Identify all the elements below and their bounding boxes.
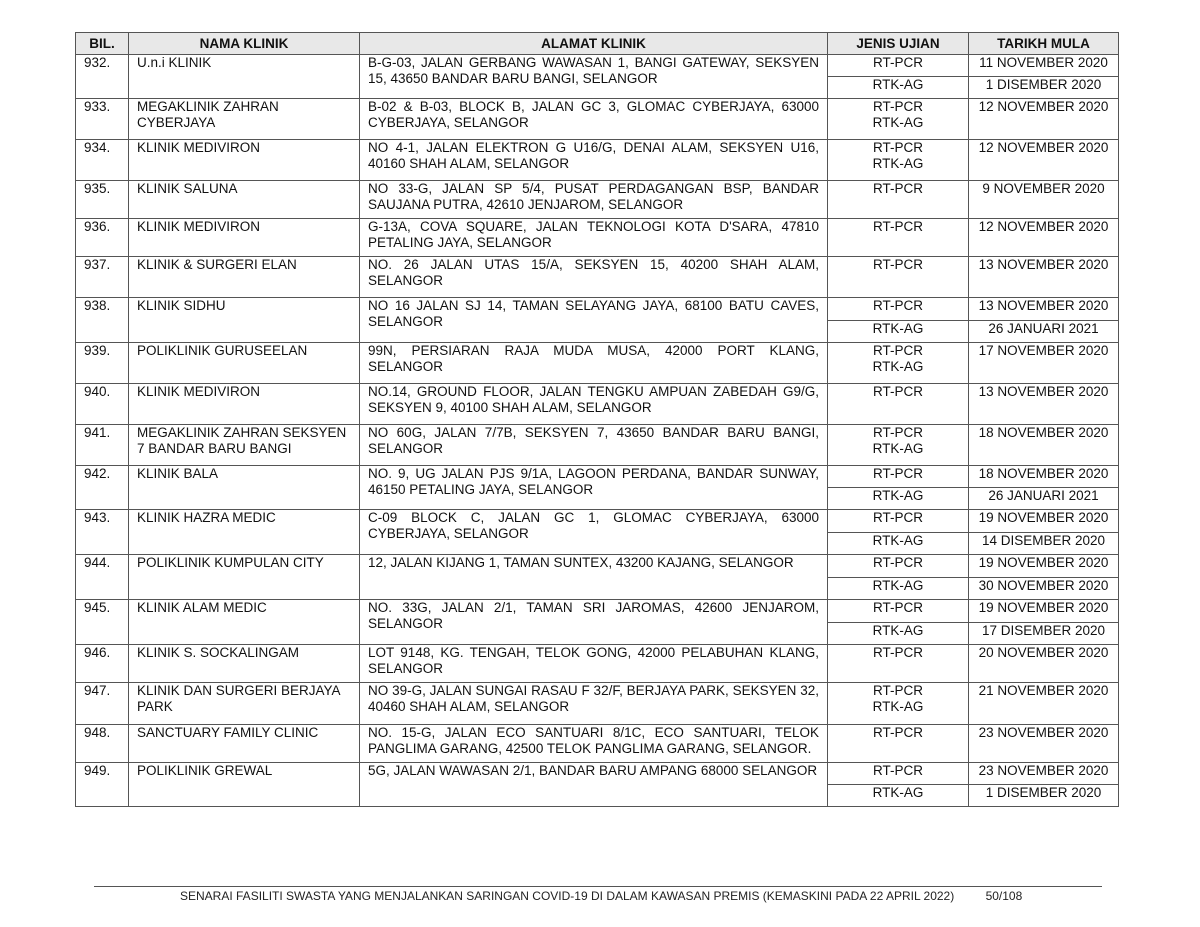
clinic-address: C-09 BLOCK C, JALAN GC 1, GLOMAC CYBERJAYA, 63000 CYBERJAYA, SELANGOR (360, 510, 828, 555)
table-row (76, 140, 1119, 181)
page-footer (180, 889, 1022, 903)
clinic-address: 12, JALAN KIJANG 1, TAMAN SUNTEX, 43200 KAJANG, SELANGOR (360, 555, 828, 600)
start-date: 18 NOVEMBER 2020 (969, 466, 1119, 488)
test-type: RTK-AG (828, 321, 969, 343)
start-date: 12 NOVEMBER 2020 (969, 140, 1119, 181)
table-row (76, 466, 1119, 488)
row-number: 946. (76, 645, 129, 683)
test-type: RT-PCR RTK-AG (828, 99, 969, 140)
clinic-address: NO. 26 JALAN UTAS 15/A, SEKSYEN 15, 40200 SHAH ALAM, SELANGOR (360, 257, 828, 298)
table-row (76, 298, 1119, 321)
clinic-name: MEGAKLINIK ZAHRAN SEKSYEN 7 BANDAR BARU BANGI (129, 425, 360, 466)
start-date: 19 NOVEMBER 2020 (969, 555, 1119, 578)
test-type: RTK-AG (828, 77, 969, 99)
clinic-name: KLINIK SIDHU (129, 298, 360, 343)
clinic-address: NO. 15-G, JALAN ECO SANTUARI 8/1C, ECO SANTUARI, TELOK PANGLIMA GARANG, 42500 TELOK PANGLIMA GARANG, SELANGOR. (360, 725, 828, 763)
clinic-address: NO 16 JALAN SJ 14, TAMAN SELAYANG JAYA, 68100 BATU CAVES, SELANGOR (360, 298, 828, 343)
clinic-name: POLIKLINIK GREWAL (129, 763, 360, 807)
header-nama-klinik: NAMA KLINIK (129, 33, 360, 55)
clinic-address: LOT 9148, KG. TENGAH, TELOK GONG, 42000 PELABUHAN KLANG, SELANGOR (360, 645, 828, 683)
row-number: 936. (76, 219, 129, 257)
row-number: 949. (76, 763, 129, 807)
test-type: RT-PCR (828, 55, 969, 77)
table-row (76, 683, 1119, 725)
clinic-name: KLINIK MEDIVIRON (129, 384, 360, 425)
clinic-name: U.n.i KLINIK (129, 55, 360, 99)
clinic-name: KLINIK DAN SURGERI BERJAYA PARK (129, 683, 360, 725)
table-row (76, 555, 1119, 578)
start-date: 1 DISEMBER 2020 (969, 785, 1119, 807)
clinic-address: 5G, JALAN WAWASAN 2/1, BANDAR BARU AMPANG 68000 SELANGOR (360, 763, 828, 807)
table-row (76, 384, 1119, 425)
table-row (76, 343, 1119, 384)
clinic-address: B-02 & B-03, BLOCK B, JALAN GC 3, GLOMAC CYBERJAYA, 63000 CYBERJAYA, SELANGOR (360, 99, 828, 140)
test-type: RT-PCR RTK-AG (828, 343, 969, 384)
test-type: RT-PCR (828, 384, 969, 425)
start-date: 13 NOVEMBER 2020 (969, 298, 1119, 321)
row-number: 935. (76, 181, 129, 219)
table-row (76, 99, 1119, 140)
test-type: RT-PCR (828, 600, 969, 623)
row-number: 941. (76, 425, 129, 466)
start-date: 13 NOVEMBER 2020 (969, 384, 1119, 425)
test-type: RT-PCR RTK-AG (828, 425, 969, 466)
table-row (76, 425, 1119, 466)
clinic-address: NO. 9, UG JALAN PJS 9/1A, LAGOON PERDANA, BANDAR SUNWAY, 46150 PETALING JAYA, SELANGOR (360, 466, 828, 510)
table-row (76, 181, 1119, 219)
clinic-name: KLINIK BALA (129, 466, 360, 510)
test-type: RT-PCR (828, 466, 969, 488)
clinic-address: NO 33-G, JALAN SP 5/4, PUSAT PERDAGANGAN BSP, BANDAR SAUJANA PUTRA, 42610 JENJAROM, SELANGOR (360, 181, 828, 219)
test-type: RT-PCR (828, 181, 969, 219)
start-date: 9 NOVEMBER 2020 (969, 181, 1119, 219)
test-type: RT-PCR RTK-AG (828, 140, 969, 181)
clinic-address: NO. 33G, JALAN 2/1, TAMAN SRI JAROMAS, 42600 JENJAROM, SELANGOR (360, 600, 828, 645)
table-body (76, 55, 1119, 807)
start-date: 17 NOVEMBER 2020 (969, 343, 1119, 384)
table-row (76, 219, 1119, 257)
test-type: RT-PCR (828, 763, 969, 785)
clinic-name: KLINIK S. SOCKALINGAM (129, 645, 360, 683)
clinic-table (75, 32, 1119, 807)
start-date: 26 JANUARI 2021 (969, 488, 1119, 510)
start-date: 23 NOVEMBER 2020 (969, 725, 1119, 763)
clinic-name: SANCTUARY FAMILY CLINIC (129, 725, 360, 763)
start-date: 30 NOVEMBER 2020 (969, 578, 1119, 600)
clinic-address: NO 60G, JALAN 7/7B, SEKSYEN 7, 43650 BANDAR BARU BANGI, SELANGOR (360, 425, 828, 466)
start-date: 11 NOVEMBER 2020 (969, 55, 1119, 77)
table-row (76, 55, 1119, 77)
table-row (76, 645, 1119, 683)
footer-title: SENARAI FASILITI SWASTA YANG MENJALANKAN SARINGAN COVID-19 DI DALAM KAWASAN PREMIS (KEMASKINI PADA 22 APRIL 2022) (180, 889, 955, 903)
table-row (76, 725, 1119, 763)
test-type: RT-PCR (828, 257, 969, 298)
start-date: 1 DISEMBER 2020 (969, 77, 1119, 99)
footer-divider (94, 886, 1102, 887)
test-type: RT-PCR (828, 219, 969, 257)
header-jenis-ujian: JENIS UJIAN (828, 33, 969, 55)
row-number: 940. (76, 384, 129, 425)
clinic-name: KLINIK MEDIVIRON (129, 140, 360, 181)
table-header-row (76, 33, 1119, 55)
start-date: 19 NOVEMBER 2020 (969, 600, 1119, 623)
row-number: 948. (76, 725, 129, 763)
test-type: RT-PCR (828, 725, 969, 763)
table-row (76, 763, 1119, 785)
header-tarikh-mula: TARIKH MULA (969, 33, 1119, 55)
row-number: 933. (76, 99, 129, 140)
row-number: 938. (76, 298, 129, 343)
start-date: 19 NOVEMBER 2020 (969, 510, 1119, 533)
start-date: 14 DISEMBER 2020 (969, 533, 1119, 555)
clinic-name: POLIKLINIK GURUSEELAN (129, 343, 360, 384)
row-number: 937. (76, 257, 129, 298)
test-type: RTK-AG (828, 623, 969, 645)
clinic-address: NO.14, GROUND FLOOR, JALAN TENGKU AMPUAN ZABEDAH G9/G, SEKSYEN 9, 40100 SHAH ALAM, SELANGOR (360, 384, 828, 425)
clinic-address: NO 39-G, JALAN SUNGAI RASAU F 32/F, BERJAYA PARK, SEKSYEN 32, 40460 SHAH ALAM, SELANGOR (360, 683, 828, 725)
row-number: 939. (76, 343, 129, 384)
start-date: 23 NOVEMBER 2020 (969, 763, 1119, 785)
test-type: RT-PCR RTK-AG (828, 683, 969, 725)
start-date: 20 NOVEMBER 2020 (969, 645, 1119, 683)
table-row (76, 510, 1119, 533)
test-type: RTK-AG (828, 785, 969, 807)
table-row (76, 600, 1119, 623)
start-date: 12 NOVEMBER 2020 (969, 219, 1119, 257)
header-alamat-klinik: ALAMAT KLINIK (360, 33, 828, 55)
clinic-name: KLINIK HAZRA MEDIC (129, 510, 360, 555)
page-number: 50/108 (985, 889, 1023, 903)
header-bil: BIL. (76, 33, 129, 55)
clinic-name: KLINIK ALAM MEDIC (129, 600, 360, 645)
test-type: RT-PCR (828, 298, 969, 321)
test-type: RTK-AG (828, 488, 969, 510)
clinic-name: KLINIK MEDIVIRON (129, 219, 360, 257)
row-number: 947. (76, 683, 129, 725)
row-number: 934. (76, 140, 129, 181)
table-row (76, 257, 1119, 298)
start-date: 13 NOVEMBER 2020 (969, 257, 1119, 298)
row-number: 942. (76, 466, 129, 510)
row-number: 943. (76, 510, 129, 555)
clinic-name: KLINIK SALUNA (129, 181, 360, 219)
clinic-address: B-G-03, JALAN GERBANG WAWASAN 1, BANGI GATEWAY, SEKSYEN 15, 43650 BANDAR BARU BANGI, SELANGOR (360, 55, 828, 99)
row-number: 944. (76, 555, 129, 600)
start-date: 12 NOVEMBER 2020 (969, 99, 1119, 140)
clinic-address: G-13A, COVA SQUARE, JALAN TEKNOLOGI KOTA D'SARA, 47810 PETALING JAYA, SELANGOR (360, 219, 828, 257)
test-type: RT-PCR (828, 555, 969, 578)
test-type: RT-PCR (828, 645, 969, 683)
clinic-address: 99N, PERSIARAN RAJA MUDA MUSA, 42000 PORT KLANG, SELANGOR (360, 343, 828, 384)
test-type: RTK-AG (828, 533, 969, 555)
start-date: 18 NOVEMBER 2020 (969, 425, 1119, 466)
start-date: 26 JANUARI 2021 (969, 321, 1119, 343)
clinic-name: KLINIK & SURGERI ELAN (129, 257, 360, 298)
clinic-name: MEGAKLINIK ZAHRAN CYBERJAYA (129, 99, 360, 140)
row-number: 945. (76, 600, 129, 645)
clinic-address: NO 4-1, JALAN ELEKTRON G U16/G, DENAI ALAM, SEKSYEN U16, 40160 SHAH ALAM, SELANGOR (360, 140, 828, 181)
start-date: 17 DISEMBER 2020 (969, 623, 1119, 645)
test-type: RT-PCR (828, 510, 969, 533)
test-type: RTK-AG (828, 578, 969, 600)
row-number: 932. (76, 55, 129, 99)
start-date: 21 NOVEMBER 2020 (969, 683, 1119, 725)
clinic-name: POLIKLINIK KUMPULAN CITY (129, 555, 360, 600)
